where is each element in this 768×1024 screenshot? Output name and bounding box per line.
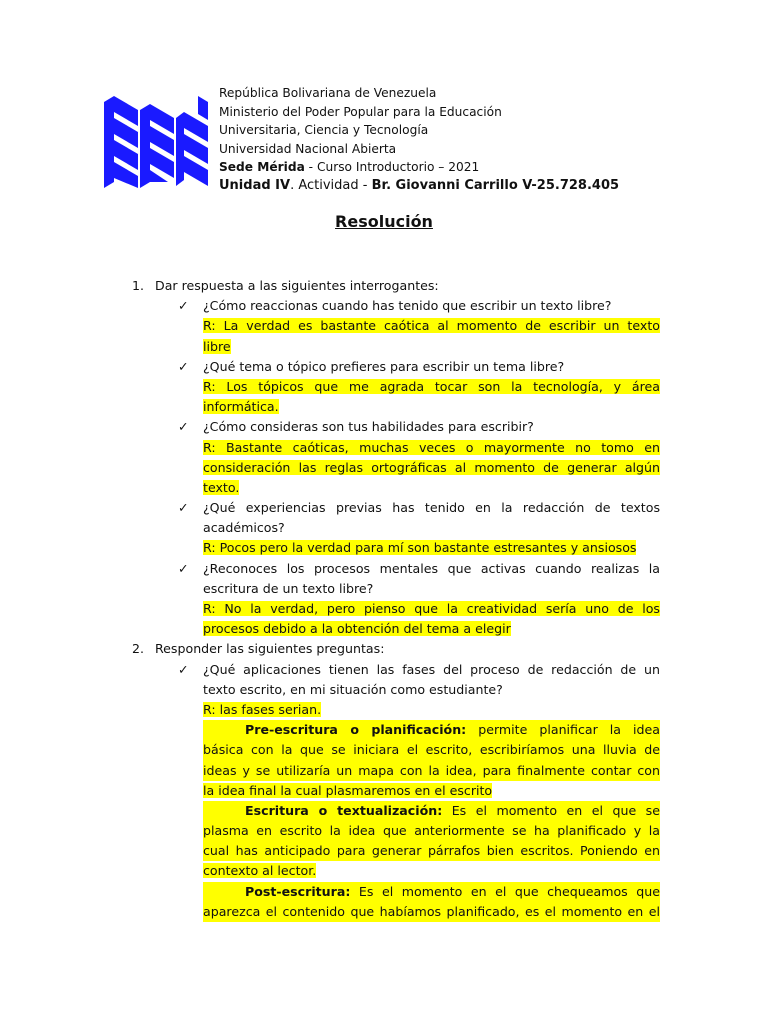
list-item [178, 498, 660, 559]
section-heading-text: Dar respuesta a las siguientes interrogantes: [155, 278, 439, 293]
unidad-line [219, 177, 739, 196]
sede-rest: - Curso Introductorio – 2021 [304, 160, 480, 175]
phase-first-line: Pre-escritura o planificación: permite planificar la idea [203, 720, 660, 740]
phase-first-line: Post-escritura: Es el momento en el que chequeamos que [203, 882, 660, 902]
phase-label: Escritura o textualización: [245, 802, 443, 818]
section-heading [132, 276, 660, 296]
header-line: Universidad Nacional Abierta [219, 141, 397, 156]
answer-text: libre [203, 338, 231, 354]
question-text: ¿Cómo reaccionas cuando has tenido que escribir un texto libre? [203, 298, 612, 314]
answer-text: consideración las reglas ortográficas al momento de generar algún [203, 459, 660, 475]
question-text: académicos? [203, 520, 285, 536]
sede-label: Sede Mérida [219, 160, 305, 175]
header-line: Universitaria, Ciencia y Tecnología [219, 123, 429, 138]
author-name: Br. Giovanni Carrillo V-25.728.405 [371, 177, 620, 193]
checkmark-icon: ✓ [178, 298, 189, 314]
phase-label: Post-escritura: [245, 883, 351, 899]
answer-text: R: Los tópicos que me agrada tocar son la tecnología, y área [203, 378, 660, 394]
page-title: Resolución [335, 212, 433, 231]
una-logo-icon [104, 96, 208, 188]
question-text: escritura de un texto libre? [203, 580, 374, 596]
answer-text: R: Pocos pero la verdad para mí son bastante estresantes y ansiosos [203, 540, 637, 556]
answer-text: procesos debido a la obtención del tema a elegir [203, 621, 511, 637]
document-body [132, 276, 660, 922]
question-text: ¿Qué tema o tópico prefieres para escribir un tema libre? [203, 358, 565, 374]
phase-text: cual has anticipado para generar párrafos bien escritos. Poniendo en [203, 841, 660, 861]
header-line: Ministerio del Poder Popular para la Educación [219, 104, 502, 119]
checkmark-icon: ✓ [178, 560, 189, 576]
list-item [178, 296, 660, 357]
answer-text: R: Bastante caóticas, muchas veces o mayormente no tomo en [203, 439, 660, 455]
list-item [178, 660, 660, 922]
answer-text: informática. [203, 399, 279, 415]
phase-first-line: Escritura o textualización: Es el momento en el que se [203, 801, 660, 821]
section-number: 2. [132, 641, 145, 657]
question-text: ¿Cómo consideras son tus habilidades para escribir? [203, 419, 534, 435]
answer-text: texto. [203, 479, 240, 495]
question-text: texto escrito, en mi situación como estudiante? [203, 681, 503, 697]
answer-text: R: No la verdad, pero pienso que la creatividad sería uno de los [203, 601, 660, 616]
question-text: ¿Qué experiencias previas has tenido en la redacción de textos [203, 500, 660, 516]
question-text: ¿Reconoces los procesos mentales que activas cuando realizas la [203, 560, 660, 576]
checkmark-icon: ✓ [178, 419, 189, 435]
answer-text: R: las fases serian. [203, 701, 322, 717]
phase-text: ideas y se utilizaría un mapa con la idea, para finalmente contar con [203, 761, 660, 781]
phase-label: Pre-escritura o planificación: [245, 722, 467, 738]
list-item [178, 559, 660, 640]
section-heading-text: Responder las siguientes preguntas: [155, 641, 385, 657]
phase-text: plasma en escrito la idea que anteriormente se ha planificado y la [203, 821, 660, 841]
list-item [178, 357, 660, 418]
answer-text: R: La verdad es bastante caótica al momento de escribir un texto [203, 318, 660, 334]
checkmark-icon: ✓ [178, 358, 189, 374]
phase-text: la idea final la cual plasmaremos en el escrito [203, 782, 493, 798]
list-item [178, 417, 660, 498]
sede-line [219, 158, 739, 177]
unidad-label: Unidad IV [219, 177, 291, 193]
checkmark-icon: ✓ [178, 500, 189, 516]
section-heading [132, 639, 660, 659]
phase-text: básica con la que se iniciara el escrito, escribiríamos una lluvia de [203, 740, 660, 760]
checkmark-icon: ✓ [178, 661, 189, 677]
unidad-rest: . Actividad - [290, 177, 372, 193]
header-line: República Bolivariana de Venezuela [219, 86, 437, 100]
section-number: 1. [132, 278, 145, 293]
phase-text: aparezca el contenido que habíamos planificado, es el momento en el [203, 902, 660, 922]
question-text: ¿Qué aplicaciones tienen las fases del proceso de redacción de un [203, 661, 660, 677]
institution-header [219, 84, 739, 196]
phase-text: contexto al lector. [203, 863, 317, 879]
